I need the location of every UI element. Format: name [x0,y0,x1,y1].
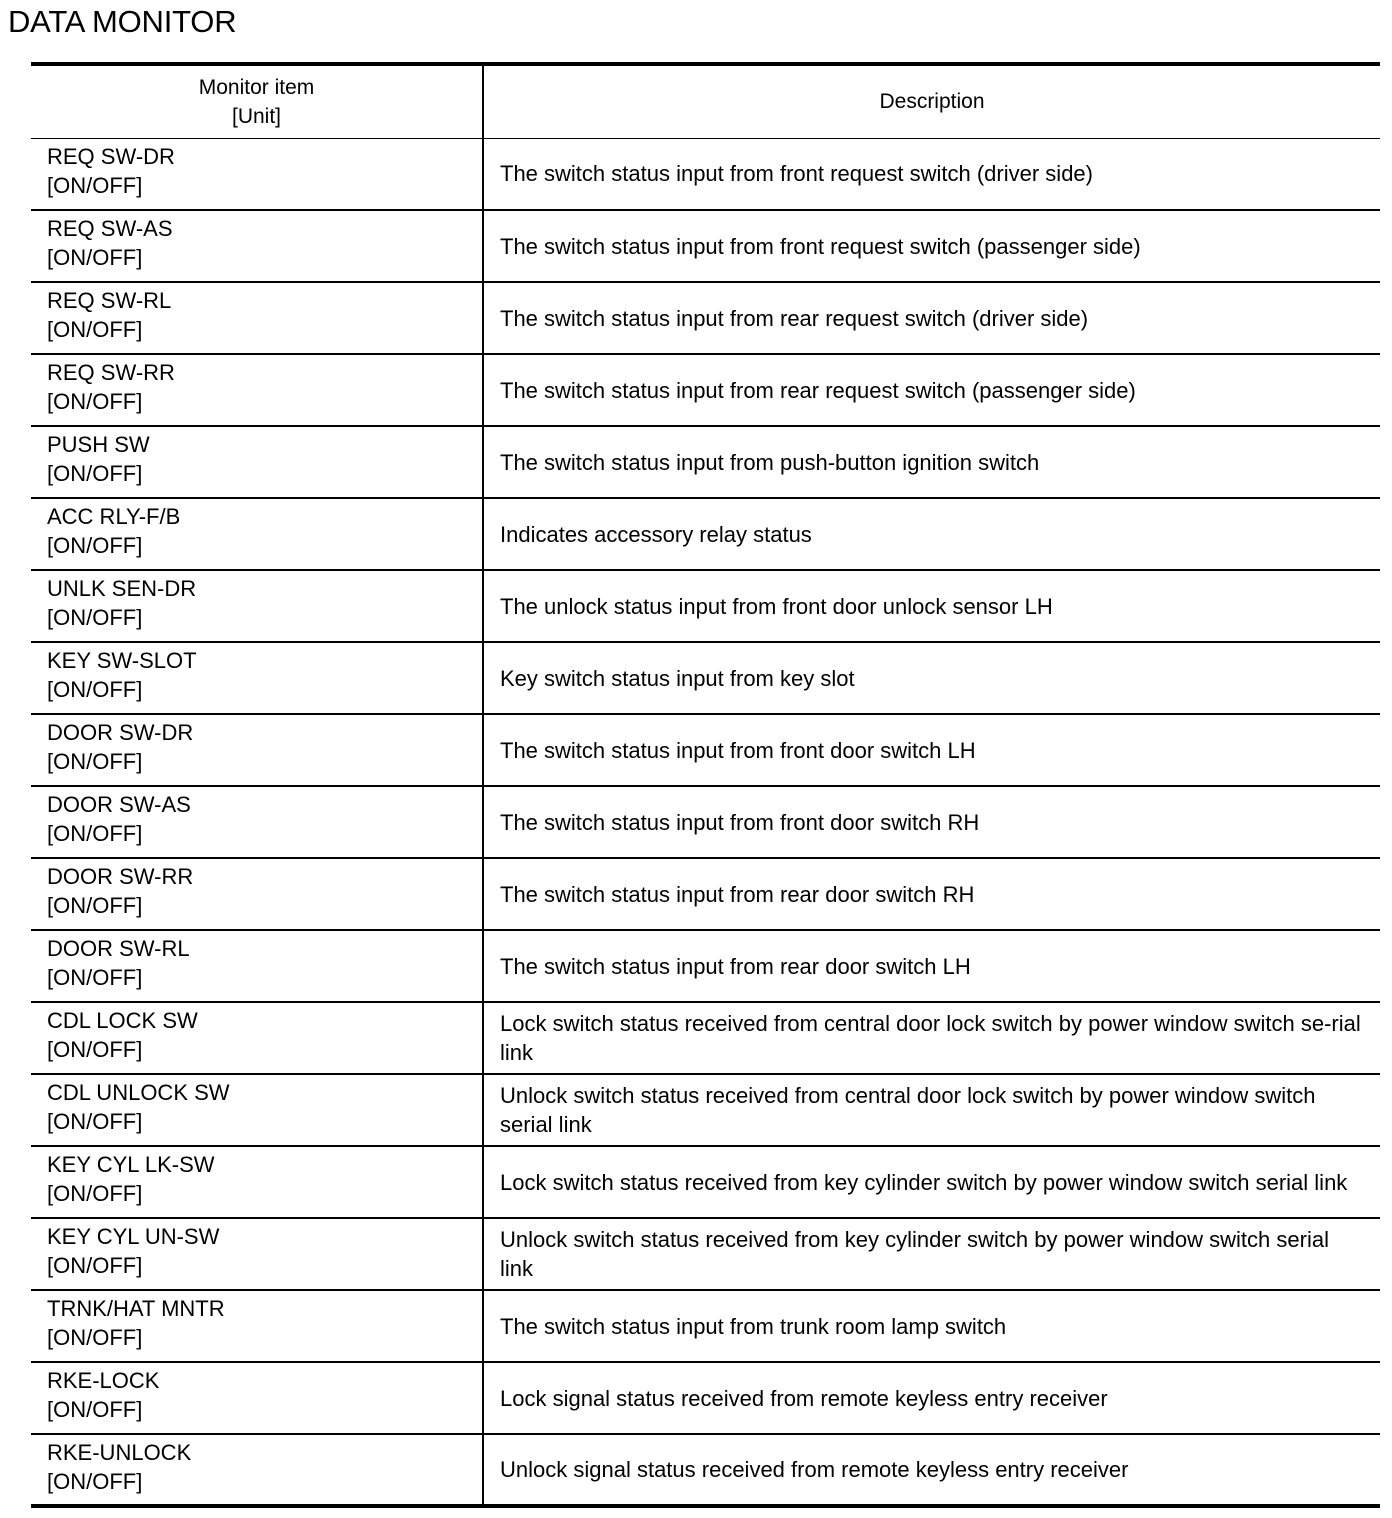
monitor-item-unit: [ON/OFF] [47,461,143,486]
table-row [31,1434,1380,1506]
description-cell [483,858,1380,930]
monitor-item-name: RKE-LOCK [47,1368,160,1393]
monitor-item-cell [31,1146,483,1218]
monitor-item-cell [31,1434,483,1506]
monitor-item-unit: [ON/OFF] [47,533,143,558]
description-cell [483,210,1380,282]
monitor-item-cell [31,426,483,498]
description-cell [483,714,1380,786]
monitor-item-name: REQ SW-RL [47,288,172,313]
table-row [31,714,1380,786]
description-cell [483,1362,1380,1434]
monitor-item-unit: [ON/OFF] [47,1253,143,1278]
table-row [31,498,1380,570]
description-text: Lock switch status received from central door lock switch by power window switch se-rial link [500,1011,1361,1065]
description-cell [483,426,1380,498]
page-title: DATA MONITOR [8,4,237,39]
table-row [31,282,1380,354]
description-text: The switch status input from rear door switch RH [500,881,975,907]
description-text: The switch status input from rear request switch (passenger side) [500,377,1136,403]
monitor-item-cell [31,858,483,930]
description-cell [483,138,1380,210]
description-text: Key switch status input from key slot [500,665,855,691]
description-text: The switch status input from push-button ignition switch [500,449,1040,475]
description-text: The switch status input from front door switch LH [500,737,976,763]
monitor-item-unit: [ON/OFF] [47,245,143,270]
monitor-item-name: CDL LOCK SW [47,1008,198,1033]
monitor-item-cell [31,714,483,786]
description-text: The switch status input from rear door switch LH [500,953,971,979]
monitor-item-unit: [ON/OFF] [47,965,143,990]
description-cell [483,786,1380,858]
monitor-item-cell [31,930,483,1002]
monitor-item-cell [31,1362,483,1434]
monitor-item-name: DOOR SW-RL [47,936,190,961]
description-cell [483,282,1380,354]
monitor-item-cell [31,1218,483,1290]
description-text: Unlock signal status received from remote keyless entry receiver [500,1457,1129,1482]
description-cell [483,570,1380,642]
header-monitor-item [31,64,483,138]
monitor-item-unit: [ON/OFF] [47,172,143,198]
description-text: Lock signal status received from remote keyless entry receiver [500,1385,1108,1411]
table-row [31,1002,1380,1074]
description-cell [483,1146,1380,1218]
monitor-item-cell [31,1074,483,1146]
description-text: Unlock switch status received from key cylinder switch by power window switch serial link [500,1227,1329,1281]
description-cell [483,1002,1380,1074]
description-cell [483,930,1380,1002]
header-description: Description [879,90,985,114]
table-row [31,138,1380,210]
table-row [31,1074,1380,1146]
description-text: The unlock status input from front door unlock sensor LH [500,593,1053,619]
description-cell [483,1218,1380,1290]
header-item-label: Monitor item [198,75,315,99]
monitor-item-name: DOOR SW-AS [47,792,191,817]
description-text: The switch status input from front request switch (passenger side) [500,233,1141,259]
monitor-item-cell [31,282,483,354]
monitor-item-unit: [ON/OFF] [47,1181,143,1206]
monitor-item-name: TRNK/HAT MNTR [47,1296,225,1321]
description-text: The switch status input from trunk room lamp switch [500,1313,1007,1339]
monitor-item-name: UNLK SEN-DR [47,576,197,601]
monitor-item-cell [31,138,483,210]
monitor-item-cell [31,642,483,714]
monitor-item-name: ACC RLY-F/B [47,504,181,529]
monitor-item-name: PUSH SW [47,432,150,457]
table-row [31,858,1380,930]
table-header [31,64,1380,138]
monitor-item-unit: [ON/OFF] [47,1037,143,1062]
description-cell [483,498,1380,570]
description-cell [483,1434,1380,1506]
table-row [31,1290,1380,1362]
monitor-item-cell [31,210,483,282]
monitor-item-unit: [ON/OFF] [47,1397,143,1422]
monitor-item-cell [31,1290,483,1362]
description-text: The switch status input from front request switch (driver side) [500,161,1093,187]
monitor-item-name: KEY SW-SLOT [47,648,197,673]
description-cell [483,354,1380,426]
table-row [31,1362,1380,1434]
table-body [31,138,1380,1506]
header-row [31,64,1380,138]
table-row [31,786,1380,858]
description-text: The switch status input from rear request switch (driver side) [500,305,1089,331]
data-monitor-table [31,62,1380,1508]
description-cell [483,642,1380,714]
table-row [31,1218,1380,1290]
description-cell [483,1290,1380,1362]
table-row [31,426,1380,498]
monitor-item-name: KEY CYL UN-SW [47,1224,220,1249]
monitor-item-name: CDL UNLOCK SW [47,1080,230,1105]
monitor-item-unit: [ON/OFF] [47,1325,143,1350]
table-row [31,210,1380,282]
monitor-item-unit: [ON/OFF] [47,821,143,846]
monitor-item-cell [31,354,483,426]
monitor-item-name: REQ SW-AS [47,216,173,241]
monitor-item-name: DOOR SW-DR [47,720,194,745]
monitor-item-unit: [ON/OFF] [47,1469,143,1494]
monitor-item-unit: [ON/OFF] [47,1109,143,1134]
monitor-item-cell [31,570,483,642]
monitor-item-unit: [ON/OFF] [47,317,143,342]
monitor-item-cell [31,1002,483,1074]
monitor-item-unit: [ON/OFF] [47,605,143,630]
monitor-item-unit: [ON/OFF] [47,677,143,702]
monitor-item-cell [31,498,483,570]
description-text: The switch status input from front door switch RH [500,809,980,835]
description-text: Unlock switch status received from central door lock switch by power window switch serial link [500,1083,1316,1137]
description-cell [483,1074,1380,1146]
table-row [31,354,1380,426]
monitor-item-cell [31,786,483,858]
table-row [31,1146,1380,1218]
monitor-item-name: REQ SW-DR [47,143,175,169]
monitor-item-name: RKE-UNLOCK [47,1440,192,1465]
header-unit-label: [Unit] [231,104,281,128]
monitor-item-name: KEY CYL LK-SW [47,1152,215,1177]
monitor-item-name: REQ SW-RR [47,360,175,385]
monitor-item-name: DOOR SW-RR [47,864,194,889]
description-text: Indicates accessory relay status [500,521,812,547]
table-row [31,930,1380,1002]
table-row [31,570,1380,642]
monitor-item-unit: [ON/OFF] [47,749,143,774]
monitor-item-unit: [ON/OFF] [47,893,143,918]
description-text: Lock switch status received from key cylinder switch by power window switch serial link [500,1169,1348,1195]
table-row [31,642,1380,714]
monitor-item-unit: [ON/OFF] [47,389,143,414]
